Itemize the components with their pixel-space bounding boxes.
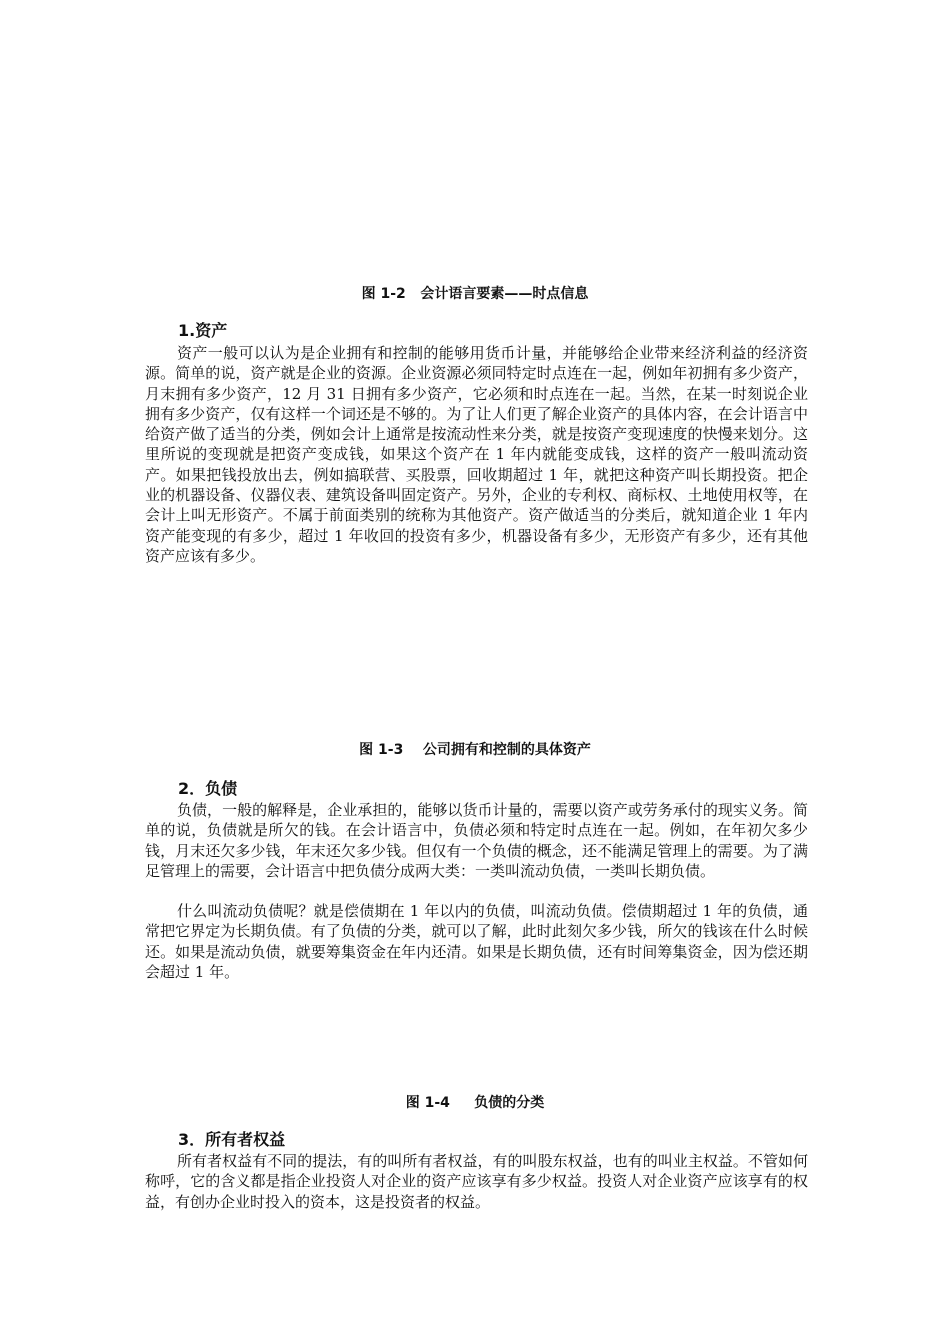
section-heading-assets: 1.资产 — [178, 321, 228, 340]
paragraph-equity: 所有者权益有不同的提法，有的叫所有者权益，有的叫股东权益，也有的叫业主权益。不管如何称呼，它的含义都是指企业投资人对企业的资产应该享有多少权益。投资人对企业资产应该享有的权益，有创办企业时投入的资本，这是投资者的权益。 — [145, 1152, 808, 1211]
figure-caption-1-4: 图 1-4 负债的分类 — [405, 1095, 545, 1111]
section-heading-liabilities: 2．负债 — [178, 779, 238, 798]
figure-caption-1-2: 图 1-2 会计语言要素——时点信息 — [361, 286, 589, 302]
section-heading-equity: 3．所有者权益 — [178, 1130, 286, 1149]
paragraph-liabilities-1: 负债，一般的解释是，企业承担的，能够以货币计量的，需要以资产或劳务承付的现实义务。简单的说，负债就是所欠的钱。在会计语言中，负债必须和特定时点连在一起。例如，在年初欠多少钱，月末还欠多少钱，年末还欠多少钱。但仅有一个负债的概念，还不能满足管理上的需要。为了满足管理上的需要，会计语言中把负债分成两大类：一类叫流动负债，一类叫长期负债。 — [145, 801, 808, 880]
paragraph-assets: 资产一般可以认为是企业拥有和控制的能够用货币计量，并能够给企业带来经济利益的经济资源。简单的说，资产就是企业的资源。企业资源必须同特定时点连在一起，例如年初拥有多少资产，月末拥有多少资产，12 月 31 日拥有多少资产，它必须和时点连在一起。当然，在某一时刻说企业拥有多少资产，仅有这样一个词还是不够的。为了让人们更了解企业资产的具体内容，在会计语言中给资产做了适当的分类，例如会计上通常是按流动性来分类，就是按资产变现速度的快慢来划分。这里所说的变现就是把资产变成钱，如果这个资产在 1 年内就能变成钱，这样的资产一般叫流动资产。如果把钱投放出去，例如搞联营、买股票，回收期超过 1 年，就把这种资产叫长期投资。把企业的机器设备、仪器仪表、建筑设备叫固定资产。另外，企业的专利权、商标权、土地使用权等，在会计上叫无形资产。不属于前面类别的统称为其他资产。资产做适当的分类后，就知道企业 1 年内资产能变现的有多少，超过 1 年收回的投资有多少，机器设备有多少，无形资产有多少，还有其他资产应该有多少。 — [145, 344, 808, 565]
paragraph-liabilities-2: 什么叫流动负债呢？就是偿债期在 1 年以内的负债，叫流动负债。偿债期超过 1 年的负债，通常把它界定为长期负债。有了负债的分类，就可以了解，此时此刻欠多少钱，所欠的钱该在什么时候还。如果是流动负债，就要筹集资金在年内还清。如果是长期负债，还有时间筹集资金，因为偿还期会超过 1 年。 — [145, 902, 808, 981]
figure-caption-1-3: 图 1-3 公司拥有和控制的具体资产 — [359, 742, 591, 758]
